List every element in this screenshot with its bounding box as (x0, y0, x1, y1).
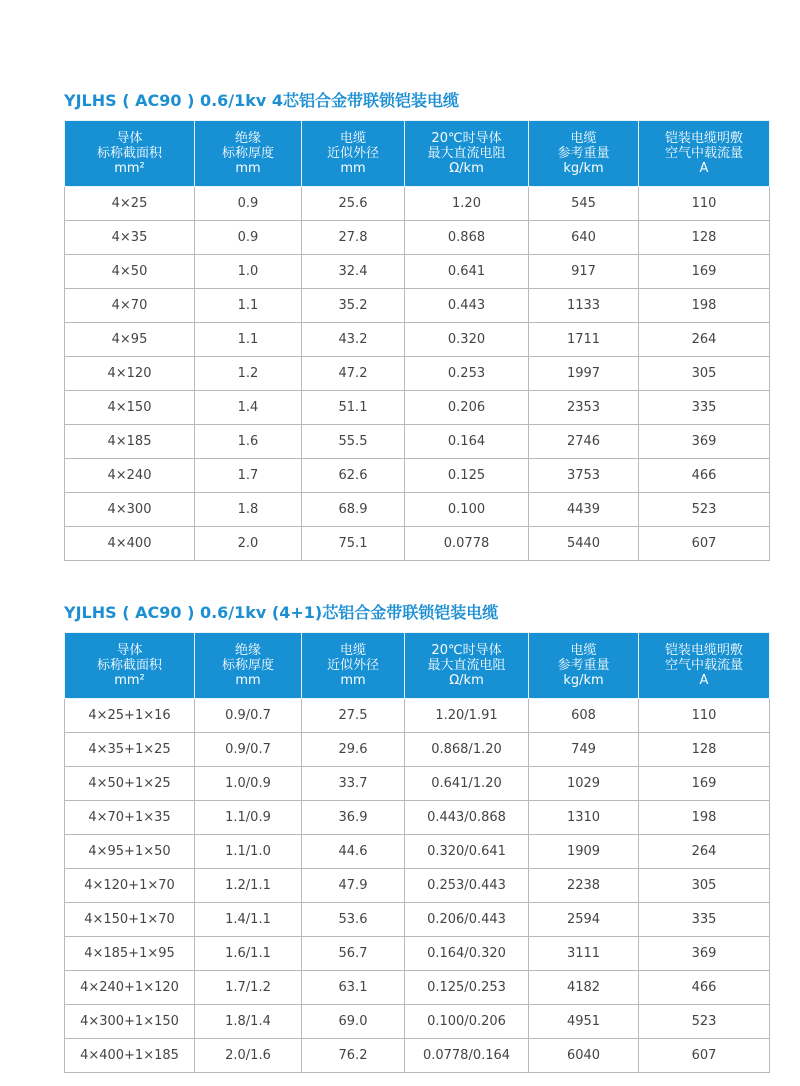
table-row (65, 869, 770, 903)
column-header-line: 空气中载流量 (664, 658, 743, 673)
column-header-line: 近似外径 (326, 658, 379, 673)
table-cell: 523 (639, 1005, 770, 1039)
column-header (195, 121, 302, 187)
table-cell: 43.2 (302, 323, 405, 357)
column-header-line: 标称截面积 (96, 658, 162, 673)
table-cell: 0.443/0.868 (405, 801, 529, 835)
table-cell: 47.9 (302, 869, 405, 903)
table-row (65, 971, 770, 1005)
column-header-line: mm² (114, 673, 145, 688)
table-cell: 4×185 (65, 425, 195, 459)
column-header-line: 铠装电缆明敷 (664, 643, 743, 658)
column-header-line: 最大直流电阻 (427, 146, 506, 161)
table-cell: 1.20/1.91 (405, 699, 529, 733)
table-cell: 36.9 (302, 801, 405, 835)
table-row (65, 733, 770, 767)
table-cell: 1711 (529, 323, 639, 357)
table-cell: 4×240 (65, 459, 195, 493)
table-cell: 0.0778/0.164 (405, 1039, 529, 1073)
table-cell: 1.1/0.9 (195, 801, 302, 835)
column-header-line: 导体 (116, 643, 143, 658)
table-cell: 369 (639, 425, 770, 459)
table-row (65, 221, 770, 255)
column-header (405, 121, 529, 187)
column-header-line: 参考重量 (557, 146, 610, 161)
table-cell: 0.125/0.253 (405, 971, 529, 1005)
column-header-line: mm (235, 161, 261, 176)
table-cell: 0.253 (405, 357, 529, 391)
table-cell: 0.9 (195, 221, 302, 255)
column-header-line: 20℃时导体 (431, 643, 502, 658)
table-cell: 749 (529, 733, 639, 767)
column-header (302, 121, 405, 187)
table-cell: 4×120 (65, 357, 195, 391)
table-cell: 63.1 (302, 971, 405, 1005)
table-row (65, 323, 770, 357)
column-header-line: 绝缘 (234, 131, 261, 146)
column-header-line: 参考重量 (557, 658, 610, 673)
table-cell: 0.868/1.20 (405, 733, 529, 767)
table-cell: 4×50+1×25 (65, 767, 195, 801)
table-cell: 44.6 (302, 835, 405, 869)
table-cell: 1133 (529, 289, 639, 323)
column-header-line: 电缆 (339, 643, 366, 658)
column-header-line: 标称厚度 (221, 146, 274, 161)
column-header-line: mm (235, 673, 261, 688)
table-row (65, 1005, 770, 1039)
table-row (65, 699, 770, 733)
table-cell: 198 (639, 289, 770, 323)
table-cell: 640 (529, 221, 639, 255)
table-cell: 32.4 (302, 255, 405, 289)
table-cell: 0.100 (405, 493, 529, 527)
table-cell: 4×95 (65, 323, 195, 357)
table-cell: 1.4/1.1 (195, 903, 302, 937)
table-cell: 53.6 (302, 903, 405, 937)
table-row (65, 767, 770, 801)
table-cell: 607 (639, 527, 770, 561)
column-header-line: mm² (114, 161, 145, 176)
table-cell: 198 (639, 801, 770, 835)
column-header (529, 121, 639, 187)
table-cell: 4×240+1×120 (65, 971, 195, 1005)
column-header-line: 绝缘 (234, 643, 261, 658)
table-cell: 1.1 (195, 289, 302, 323)
table-row (65, 425, 770, 459)
table-cell: 0.164 (405, 425, 529, 459)
table-cell: 169 (639, 767, 770, 801)
table-cell: 4951 (529, 1005, 639, 1039)
table-cell: 1.0/0.9 (195, 767, 302, 801)
table-cell: 5440 (529, 527, 639, 561)
column-header-line: Ω/km (449, 673, 484, 688)
table-cell: 4×300+1×150 (65, 1005, 195, 1039)
column-header-line: 标称截面积 (96, 146, 162, 161)
table-row (65, 357, 770, 391)
table-row (65, 1039, 770, 1073)
column-header (529, 633, 639, 699)
table-cell: 4×400+1×185 (65, 1039, 195, 1073)
table-cell: 25.6 (302, 187, 405, 221)
table-cell: 466 (639, 459, 770, 493)
table-cell: 1.0 (195, 255, 302, 289)
table-cell: 0.100/0.206 (405, 1005, 529, 1039)
column-header (302, 633, 405, 699)
table-cell: 1.20 (405, 187, 529, 221)
table-cell: 4×150+1×70 (65, 903, 195, 937)
table-cell: 0.206 (405, 391, 529, 425)
column-header-line: kg/km (563, 161, 604, 176)
table-cell: 2.0/1.6 (195, 1039, 302, 1073)
table-cell: 4×400 (65, 527, 195, 561)
table-cell: 0.9/0.7 (195, 699, 302, 733)
table-cell: 29.6 (302, 733, 405, 767)
table-cell: 0.9/0.7 (195, 733, 302, 767)
table-cell: 2594 (529, 903, 639, 937)
table-cell: 1909 (529, 835, 639, 869)
table-cell: 0.253/0.443 (405, 869, 529, 903)
table-row (65, 903, 770, 937)
table-cell: 1310 (529, 801, 639, 835)
table-cell: 1997 (529, 357, 639, 391)
table-row (65, 835, 770, 869)
table-cell: 0.868 (405, 221, 529, 255)
table-cell: 0.125 (405, 459, 529, 493)
table-cell: 335 (639, 903, 770, 937)
table-cell: 4×120+1×70 (65, 869, 195, 903)
table-cell: 4×70 (65, 289, 195, 323)
table-cell: 128 (639, 733, 770, 767)
spec-table (64, 120, 770, 561)
table-cell: 1.1/1.0 (195, 835, 302, 869)
table-title: YJLHS ( AC90 ) 0.6/1kv 4芯铝合金带联锁铠装电缆 (64, 91, 460, 110)
table-row (65, 493, 770, 527)
column-header-line: mm (340, 161, 366, 176)
cable-spec-section-4-core (64, 88, 769, 561)
table-cell: 917 (529, 255, 639, 289)
table-cell: 0.641 (405, 255, 529, 289)
column-header (65, 633, 195, 699)
table-cell: 0.0778 (405, 527, 529, 561)
column-header (639, 121, 770, 187)
table-cell: 55.5 (302, 425, 405, 459)
table-cell: 4×95+1×50 (65, 835, 195, 869)
column-header-line: 标称厚度 (221, 658, 274, 673)
table-cell: 0.443 (405, 289, 529, 323)
table-cell: 4×185+1×95 (65, 937, 195, 971)
table-cell: 305 (639, 869, 770, 903)
table-cell: 27.5 (302, 699, 405, 733)
cable-spec-section-4plus1-core (64, 600, 769, 1073)
table-cell: 2353 (529, 391, 639, 425)
table-cell: 264 (639, 323, 770, 357)
column-header-line: 铠装电缆明敷 (664, 131, 743, 146)
column-header-line: 20℃时导体 (431, 131, 502, 146)
table-cell: 1.8/1.4 (195, 1005, 302, 1039)
table-cell: 1.7 (195, 459, 302, 493)
table-cell: 607 (639, 1039, 770, 1073)
table-cell: 1.1 (195, 323, 302, 357)
table-cell: 2.0 (195, 527, 302, 561)
column-header (195, 633, 302, 699)
table-cell: 523 (639, 493, 770, 527)
table-cell: 264 (639, 835, 770, 869)
table-cell: 1.4 (195, 391, 302, 425)
table-cell: 4439 (529, 493, 639, 527)
table-cell: 0.164/0.320 (405, 937, 529, 971)
table-cell: 0.320 (405, 323, 529, 357)
table-cell: 0.320/0.641 (405, 835, 529, 869)
table-cell: 369 (639, 937, 770, 971)
column-header-line: 电缆 (570, 131, 597, 146)
table-cell: 62.6 (302, 459, 405, 493)
table-cell: 128 (639, 221, 770, 255)
column-header-line: 空气中载流量 (664, 146, 743, 161)
table-cell: 4×35 (65, 221, 195, 255)
table-row (65, 801, 770, 835)
table-cell: 4×35+1×25 (65, 733, 195, 767)
table-cell: 169 (639, 255, 770, 289)
table-title: YJLHS ( AC90 ) 0.6/1kv (4+1)芯铝合金带联锁铠装电缆 (64, 603, 499, 622)
table-cell: 110 (639, 187, 770, 221)
table-cell: 4×150 (65, 391, 195, 425)
column-header-line: mm (340, 673, 366, 688)
table-cell: 0.206/0.443 (405, 903, 529, 937)
column-header-line: kg/km (563, 673, 604, 688)
column-header-line: A (699, 673, 709, 688)
table-cell: 4×300 (65, 493, 195, 527)
table-cell: 69.0 (302, 1005, 405, 1039)
table-row (65, 937, 770, 971)
table-cell: 51.1 (302, 391, 405, 425)
table-cell: 33.7 (302, 767, 405, 801)
table-cell: 3111 (529, 937, 639, 971)
table-cell: 4×70+1×35 (65, 801, 195, 835)
table-cell: 1029 (529, 767, 639, 801)
header-row (65, 121, 770, 187)
table-cell: 1.2/1.1 (195, 869, 302, 903)
table-cell: 1.8 (195, 493, 302, 527)
column-header-line: 电缆 (339, 131, 366, 146)
column-header-line: 导体 (116, 131, 143, 146)
column-header-line: Ω/km (449, 161, 484, 176)
table-cell: 56.7 (302, 937, 405, 971)
table-row (65, 391, 770, 425)
table-row (65, 459, 770, 493)
column-header (65, 121, 195, 187)
table-cell: 4182 (529, 971, 639, 1005)
table-cell: 35.2 (302, 289, 405, 323)
table-cell: 1.6 (195, 425, 302, 459)
column-header (405, 633, 529, 699)
table-cell: 2238 (529, 869, 639, 903)
column-header-line: 电缆 (570, 643, 597, 658)
table-cell: 335 (639, 391, 770, 425)
spec-table (64, 632, 770, 1073)
table-cell: 1.6/1.1 (195, 937, 302, 971)
table-cell: 68.9 (302, 493, 405, 527)
table-cell: 608 (529, 699, 639, 733)
table-row (65, 527, 770, 561)
table-cell: 305 (639, 357, 770, 391)
column-header (639, 633, 770, 699)
table-cell: 1.7/1.2 (195, 971, 302, 1005)
table-row (65, 187, 770, 221)
table-cell: 4×25+1×16 (65, 699, 195, 733)
table-cell: 6040 (529, 1039, 639, 1073)
table-cell: 2746 (529, 425, 639, 459)
table-cell: 1.2 (195, 357, 302, 391)
table-cell: 0.9 (195, 187, 302, 221)
column-header-line: 近似外径 (326, 146, 379, 161)
table-cell: 76.2 (302, 1039, 405, 1073)
table-cell: 0.641/1.20 (405, 767, 529, 801)
table-row (65, 255, 770, 289)
table-cell: 4×25 (65, 187, 195, 221)
table-cell: 47.2 (302, 357, 405, 391)
header-row (65, 633, 770, 699)
column-header-line: A (699, 161, 709, 176)
table-cell: 4×50 (65, 255, 195, 289)
table-cell: 75.1 (302, 527, 405, 561)
table-cell: 3753 (529, 459, 639, 493)
table-cell: 545 (529, 187, 639, 221)
table-row (65, 289, 770, 323)
table-cell: 110 (639, 699, 770, 733)
table-cell: 27.8 (302, 221, 405, 255)
column-header-line: 最大直流电阻 (427, 658, 506, 673)
table-cell: 466 (639, 971, 770, 1005)
